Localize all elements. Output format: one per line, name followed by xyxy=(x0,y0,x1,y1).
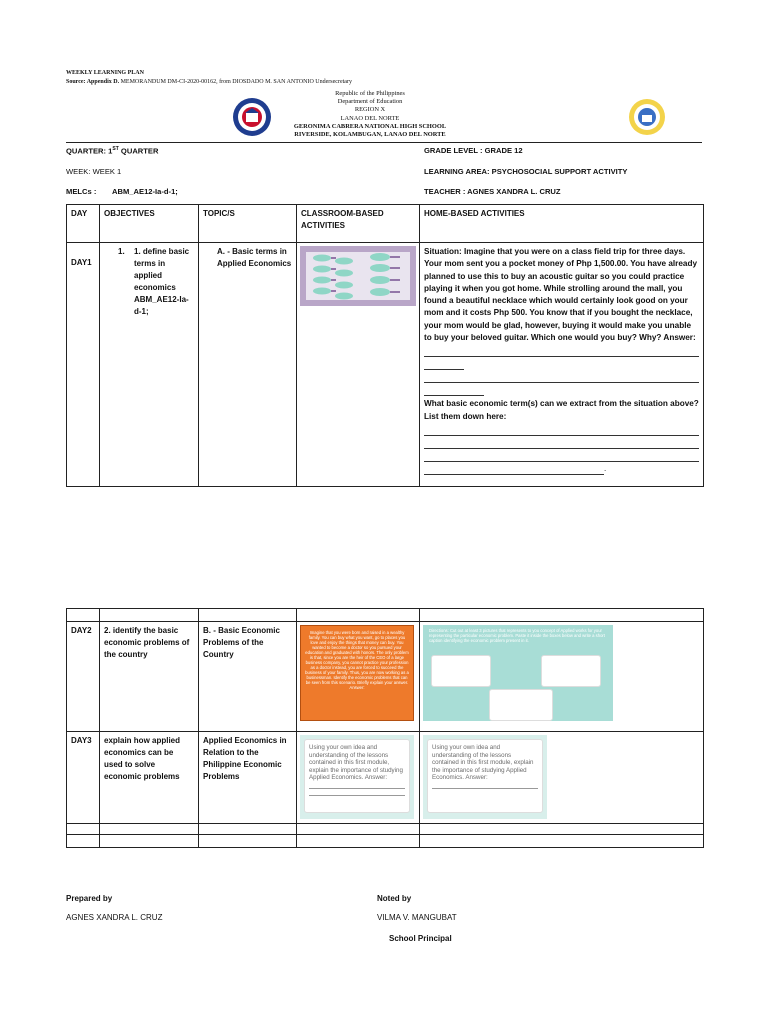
blank-cell xyxy=(67,824,100,835)
grade-level: GRADE LEVEL : GRADE 12 xyxy=(424,146,523,155)
answer-line xyxy=(424,383,484,396)
day1-objective xyxy=(100,243,199,487)
day3-topic: Applied Economics in Relation to the Philippine Economic Problems xyxy=(199,732,297,824)
header-classroom: CLASSROOM-BASED ACTIVITIES xyxy=(297,205,420,243)
answer-line xyxy=(424,423,699,436)
orange-scenario-text: Imagine that you were born and raised in a wealthy family. You can buy what you want, go to places you love and enjoy the things that money can buy. You wanted to become a doctor so you pursued your education and graduated with honors. The only problem is that, since you are the heir of the CEO of a large business company, you cannot practice your profession as a doctor instead, you are forced to succeed the business of your family. Thus, you are now working as a businessman. Identify the economic problems that can be seen from this scenario. Briefly explain your answer. Answer: xyxy=(305,630,409,690)
day2-topic: B. - Basic Economic Problems of the Country xyxy=(199,622,297,732)
day3-label: DAY3 xyxy=(67,732,100,824)
blank-cell xyxy=(100,824,199,835)
reflection-card xyxy=(427,739,543,813)
answer-line xyxy=(424,357,464,370)
paste-box xyxy=(489,689,553,721)
melcs-value: ABM_AE12-Ia-d-1; xyxy=(112,187,178,196)
table-blank-row xyxy=(67,824,704,835)
header-objectives: OBJECTIVES xyxy=(100,205,199,243)
day2-objective: 2. identify the basic economic problems of the country xyxy=(100,622,199,732)
prepared-by-name: AGNES XANDRA L. CRUZ xyxy=(66,913,163,922)
day2-home-activity xyxy=(420,622,704,732)
day3-home-activity xyxy=(420,732,704,824)
noted-by-label: Noted by xyxy=(377,894,412,903)
learning-plan-table-continued xyxy=(66,608,704,848)
meta-top-rule xyxy=(66,142,702,143)
table-header-row xyxy=(67,205,704,243)
document-header-lines xyxy=(66,69,352,87)
reflection-card-text: Using your own idea and understanding of the lessons contained in this first module, explain the importance of studying Applied Economics. Answer: xyxy=(309,744,403,782)
picture-activity-card xyxy=(423,625,613,721)
header-home: HOME-BASED ACTIVITIES xyxy=(420,205,704,243)
reflection-card-frame xyxy=(300,735,414,819)
blank-cell xyxy=(420,609,704,622)
day1-objective-number: 1. xyxy=(118,247,125,256)
table-row-day2 xyxy=(67,622,704,732)
picture-activity-directions: Directions: Cut out at least 3 pictures that represents to you concept of Applied works for your representing the particular economic problem. Paste it inside the boxes below and write a short caption identifying the economic problem present in it. xyxy=(429,628,605,643)
source-line xyxy=(66,78,352,87)
blank-cell xyxy=(67,609,100,622)
blank-cell xyxy=(100,609,199,622)
economic-terms-diagram xyxy=(300,246,416,306)
day1-home-activity xyxy=(420,243,704,487)
blank-cell xyxy=(199,835,297,848)
blank-cell xyxy=(297,609,420,622)
blank-cell xyxy=(199,824,297,835)
answer-line xyxy=(424,449,699,462)
department-line: Department of Education xyxy=(337,98,403,106)
day3-objective: explain how applied economics can be used to solve economic problems xyxy=(100,732,199,824)
orange-scenario-card xyxy=(300,625,414,721)
noted-by-name: VILMA V. MANGUBAT xyxy=(377,913,457,922)
answer-line xyxy=(432,782,538,789)
paste-box xyxy=(541,655,601,687)
blank-cell xyxy=(100,835,199,848)
header-day: DAY xyxy=(67,205,100,243)
melcs-label: MELCs : xyxy=(66,187,97,196)
blank-cell xyxy=(67,835,100,848)
blank-cell xyxy=(297,824,420,835)
day1-classroom-activity xyxy=(297,243,420,487)
school-address: RIVERSIDE, KOLAMBUGAN, LANAO DEL NORTE xyxy=(294,131,446,139)
week-label: WEEK: WEEK 1 xyxy=(66,167,122,176)
day1-label: DAY1 xyxy=(67,243,100,487)
day1-question-text: What basic economic term(s) can we extract from the situation above? List them down here: xyxy=(424,399,699,421)
blank-cell xyxy=(420,835,704,848)
day2-classroom-activity xyxy=(297,622,420,732)
header-topic: TOPIC/S xyxy=(199,205,297,243)
reflection-card-text: Using your own idea and understanding of the lessons contained in this first module, explain the importance of studying Applied Economics. Answer: xyxy=(432,744,534,782)
answer-end-mark: . xyxy=(604,463,607,473)
plan-title: WEEKLY LEARNING PLAN xyxy=(66,70,144,76)
blank-cell xyxy=(199,609,297,622)
day2-label: DAY2 xyxy=(67,622,100,732)
table-blank-row xyxy=(67,835,704,848)
table-row-day3 xyxy=(67,732,704,824)
answer-line xyxy=(309,782,405,789)
region-line: REGION X xyxy=(354,106,386,114)
school-seal-icon xyxy=(628,97,666,137)
blank-cell xyxy=(297,835,420,848)
reflection-card xyxy=(304,739,410,813)
paste-box xyxy=(431,655,491,687)
day1-topic: A. - Basic terms in Applied Economics xyxy=(199,243,297,487)
final-answer-line xyxy=(424,462,699,475)
answer-line xyxy=(309,789,405,796)
source-text: MEMORANDUM DM-CI-2020-00162, from DIOSDADO M. SAN ANTONIO Undersecretary xyxy=(119,79,352,85)
prepared-by-label: Prepared by xyxy=(66,894,113,903)
day1-situation-text: Situation: Imagine that you were on a class field trip for three days. Your mom sent you a pocket money of Php 1,500.00. You have already planned to use this to buy an acoustic guitar so you could practice playing it when you got home. While strolling around the mall, you found a beautiful necklace which would certainly look good on your mom and it costs Php 500. You know that if you bought the necklace, your mom would be glad, however, buying it would make you unable to buy your beloved guitar. Which one would you buy? Why? Answer: xyxy=(424,247,698,343)
blank-cell xyxy=(420,824,704,835)
learning-plan-table xyxy=(66,204,704,487)
answer-line xyxy=(424,436,699,449)
day1-objective-text: 1. define basic terms in applied economics ABM_AE12-Ia-d-1; xyxy=(134,247,190,316)
table-row-day1 xyxy=(67,243,704,487)
answer-line xyxy=(424,344,699,357)
quarter-label: QUARTER: 1ST QUARTER xyxy=(66,146,159,156)
school-header xyxy=(240,90,500,139)
noted-by-title: School Principal xyxy=(389,934,452,943)
table-blank-row xyxy=(67,609,704,622)
school-name: GERONIMA CABRERA NATIONAL HIGH SCHOOL xyxy=(293,122,447,130)
source-label: Source: Appendix D. xyxy=(66,79,120,85)
day3-classroom-activity xyxy=(297,732,420,824)
learning-area: LEARNING AREA: PSYCHOSOCIAL SUPPORT ACTIVITY xyxy=(424,167,628,176)
republic-line: Republic of the Philippines xyxy=(335,90,405,97)
reflection-card-frame xyxy=(423,735,547,819)
teacher-name: TEACHER : AGNES XANDRA L. CRUZ xyxy=(424,187,561,196)
province-line: LANAO DEL NORTE xyxy=(340,114,400,122)
answer-line xyxy=(424,370,699,383)
